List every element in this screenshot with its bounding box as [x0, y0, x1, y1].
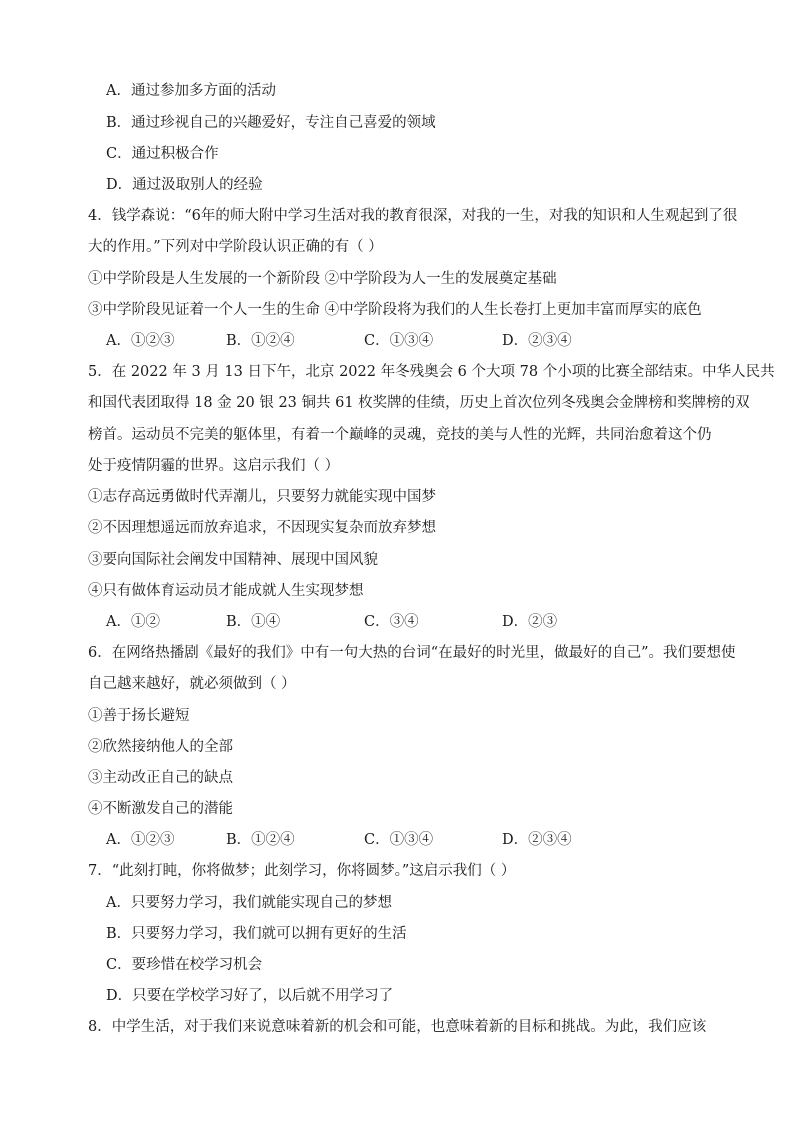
- q4-option-d: D．②③④: [502, 333, 572, 349]
- q8-stem-line1: 8．中学生活，对于我们来说意味着新的机会和可能，也意味着新的目标和挑战。为此，我们应该: [88, 1019, 707, 1035]
- q5-stem-line3: 榜首。运动员不完美的躯体里，有着一个巅峰的灵魂，竞技的美与人性的光辉，共同治愈着这个仍: [88, 427, 712, 443]
- q6-option-b: B．①②④: [226, 832, 295, 848]
- q3-option-c: C．通过积极合作: [106, 146, 219, 162]
- q5-option-d: D．②③: [502, 614, 558, 630]
- q7-option-a: A．只要努力学习，我们就能实现自己的梦想: [106, 895, 392, 911]
- q6-option-d: D．②③④: [502, 832, 572, 848]
- q5-stem-line4: 处于疫情阴霾的世界。这启示我们（ ）: [88, 458, 340, 474]
- q7-option-d: D．只要在学校学习好了，以后就不用学习了: [106, 988, 394, 1004]
- q6-statement-1: ①善于扬长避短: [88, 708, 190, 724]
- q4-option-b: B．①②④: [226, 333, 295, 349]
- q7-stem: 7．“此刻打盹，你将做梦；此刻学习，你将圆梦。”这启示我们（ ）: [88, 863, 516, 879]
- q6-option-a: A．①②③: [106, 832, 175, 848]
- q3-option-d: D．通过汲取别人的经验: [106, 177, 263, 193]
- q4-option-c: C．①③④: [364, 333, 434, 349]
- q5-option-b: B．①④: [226, 614, 281, 630]
- q4-statements-line1: ①中学阶段是人生发展的一个新阶段 ②中学阶段为人一生的发展奠定基础: [88, 271, 557, 287]
- q6-option-c: C．①③④: [364, 832, 434, 848]
- q6-statement-2: ②欣然接纳他人的全部: [88, 739, 233, 755]
- q5-option-a: A．①②: [106, 614, 160, 630]
- q7-option-b: B．只要努力学习，我们就可以拥有更好的生活: [106, 926, 407, 942]
- q6-stem-line2: 自己越来越好，就必须做到（ ）: [88, 676, 296, 692]
- q5-statement-1: ①志存高远勇做时代弄潮儿，只要努力就能实现中国梦: [88, 489, 436, 505]
- q7-option-c: C．要珍惜在校学习机会: [106, 957, 263, 973]
- q6-statement-4: ④不断激发自己的潜能: [88, 801, 233, 817]
- q5-stem-line1: 5．在 2022 年 3 月 13 日下午，北京 2022 年冬残奥会 6 个大项 78 个小项的比赛全部结束。中华人民共: [88, 364, 775, 380]
- q4-stem-line2: 大的作用。”下列对中学阶段认识正确的有（ ）: [88, 239, 383, 255]
- q6-statement-3: ③主动改正自己的缺点: [88, 770, 233, 786]
- q5-option-c: C．③④: [364, 614, 419, 630]
- q6-stem-line1: 6．在网络热播剧《最好的我们》中有一句大热的台词“在最好的时光里，做最好的自己”。我们要想使: [88, 645, 736, 661]
- q3-option-a: A．通过参加多方面的活动: [106, 83, 276, 99]
- q3-option-b: B．通过珍视自己的兴趣爱好，专注自己喜爱的领域: [106, 115, 436, 131]
- q5-statement-2: ②不因理想遥远而放弃追求，不因现实复杂而放弃梦想: [88, 520, 436, 536]
- q5-statement-4: ④只有做体育运动员才能成就人生实现梦想: [88, 583, 364, 599]
- q5-stem-line2: 和国代表团取得 18 金 20 银 23 铜共 61 枚奖牌的佳绩，历史上首次位列冬残奥会金牌榜和奖牌榜的双: [88, 395, 750, 411]
- q4-stem-line1: 4．钱学森说：“6年的师大附中学习生活对我的教育很深，对我的一生，对我的知识和人生观起到了很: [88, 208, 738, 224]
- q4-statements-line2: ③中学阶段见证着一个人一生的生命 ④中学阶段将为我们的人生长卷打上更加丰富而厚实的底色: [88, 302, 702, 318]
- q5-statement-3: ③要向国际社会阐发中国精神、展现中国风貌: [88, 552, 378, 568]
- q4-option-a: A．①②③: [106, 333, 175, 349]
